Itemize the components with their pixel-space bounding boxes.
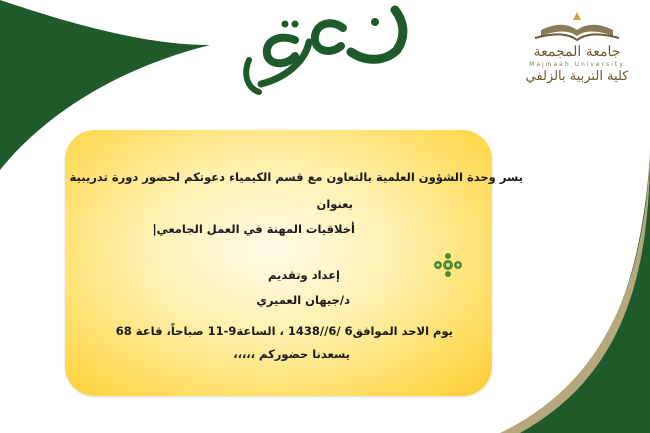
decorative-ornament-icon: [430, 252, 466, 278]
course-title: أخلاقيات المهنة في العمل الجامعي|: [152, 222, 355, 236]
prepared-by-label: إعداد وتقديم: [267, 268, 340, 282]
university-emblem-icon: [531, 6, 623, 44]
presenter-name: د/جيهان العميري: [256, 293, 350, 307]
schedule-details: يوم الاحد الموافق6 /6//1438 ، الساعة9-11 صباحاً، قاعة 68: [115, 324, 453, 338]
university-logo: [512, 6, 642, 106]
invitation-titled-label: بعنوان: [316, 197, 353, 211]
university-name-en: Majmaah University: [529, 61, 625, 68]
closing-line: يسعدنا حضوركم ،،،،،: [233, 347, 350, 361]
invitation-intro: يسر وحدة الشؤون العلمية بالتعاون مع قسم الكيمياء دعوتكم لحضور دورة تدريبية: [69, 170, 523, 184]
university-name-ar: جامعة المجمعة: [533, 44, 621, 60]
college-name-ar: كلية التربية بالزلفي: [525, 69, 629, 84]
calligraphy-icon: [225, 0, 425, 100]
invitation-word-logo: [225, 0, 425, 100]
